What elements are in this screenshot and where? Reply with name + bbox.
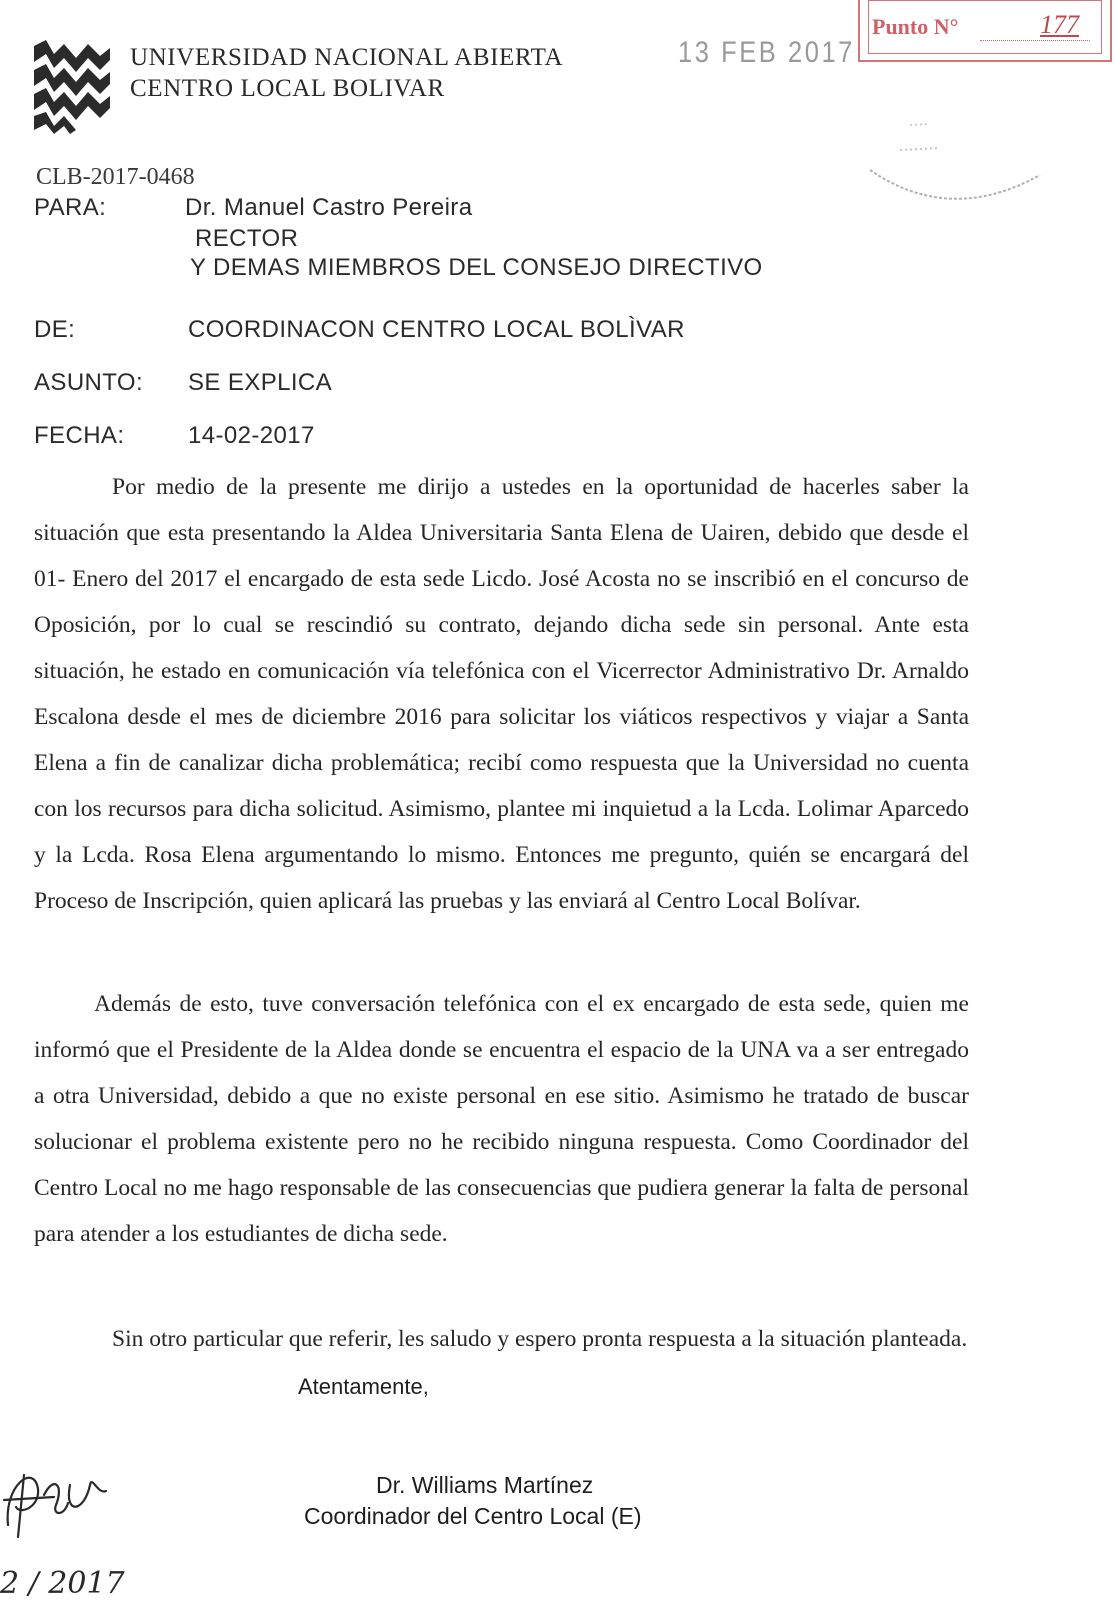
punto-number: 177 <box>1040 10 1079 39</box>
subject-label: ASUNTO: <box>34 369 144 396</box>
date-label: FECHA: <box>34 422 125 449</box>
from-label: DE: <box>34 316 76 343</box>
subject-value: SE EXPLICA <box>188 369 333 396</box>
signer-name: Dr. Williams Martínez <box>376 1472 594 1498</box>
punto-label: Punto N° <box>872 14 959 39</box>
to-label: PARA: <box>34 194 107 221</box>
closing-paragraph <box>34 1316 969 1362</box>
from-value: COORDINACON CENTRO LOCAL BOLÌVAR <box>188 316 685 343</box>
handwritten-date: 2 / 2017 <box>0 1566 125 1600</box>
received-date-stamp: 13 FEB 2017 <box>678 36 855 69</box>
seal-arc-icon <box>840 40 1070 210</box>
closing-text: Sin otro particular que referir, les saludo y espero pronta respuesta a la situación planteada. <box>112 1326 968 1352</box>
farewell: Atentamente, <box>298 1374 429 1399</box>
local-center-name: CENTRO LOCAL BOLIVAR <box>130 75 445 102</box>
to-title: RECTOR <box>195 225 299 252</box>
signer-role: Coordinador del Centro Local (E) <box>304 1503 642 1529</box>
body-paragraph-2 <box>34 981 969 1257</box>
paragraph-1-text: Por medio de la presente me dirijo a ustedes en la oportunidad de hacerles saber la situación que esta presentando la Aldea Universitaria Santa Elena de Uairen, debido que desde el 01- Enero del 2017 el encargado de esta sede Licdo. José Acosta no se inscribió en el concurso de Oposición, por lo cual se rescindió su contrato, dejando dicha sede sin personal. Ante esta situación, he estado en comunicación vía telefónica con el Vicerrector Administrativo Dr. Arnaldo Escalona desde el mes de diciembre 2016 para solicitar los viáticos respectivos y viajar a Santa Elena a fin de canalizar dicha problemática; recibí como respuesta que la Universidad no cuenta con los recursos para dicha solicitud. Asimismo, plantee mi inquietud a la Lcda. Lolimar Aparcedo y la Lcda. Rosa Elena argumentando lo mismo. Entonces me pregunto, quién se encargará del Proceso de Inscripción, quien aplicará las pruebas y las enviará al Centro Local Bolívar. <box>34 474 969 914</box>
paragraph-2-text: Además de esto, tuve conversación telefónica con el ex encargado de esta sede, quien me informó que el Presidente de la Aldea donde se encuentra el espacio de la UNA va a ser entregado a otra Universidad, debido a que no existe personal en ese sitio. Asimismo he tratado de buscar solucionar el problema existente pero no he recibido ninguna respuesta. Como Coordinador del Centro Local no me hago responsable de las consecuencias que pudiera generar la falta de personal para atender a los estudiantes de dicha sede. <box>34 991 969 1247</box>
una-logo-icon <box>30 40 112 134</box>
to-others: Y DEMAS MIEMBROS DEL CONSEJO DIRECTIVO <box>190 254 763 281</box>
to-name: Dr. Manuel Castro Pereira <box>185 194 473 221</box>
date-value: 14-02-2017 <box>188 422 315 449</box>
reference-number: CLB-2017-0468 <box>36 164 195 190</box>
body-paragraph-1 <box>34 464 969 924</box>
handwritten-initials-icon <box>0 1455 134 1600</box>
institution-name: UNIVERSIDAD NACIONAL ABIERTA <box>130 44 564 71</box>
